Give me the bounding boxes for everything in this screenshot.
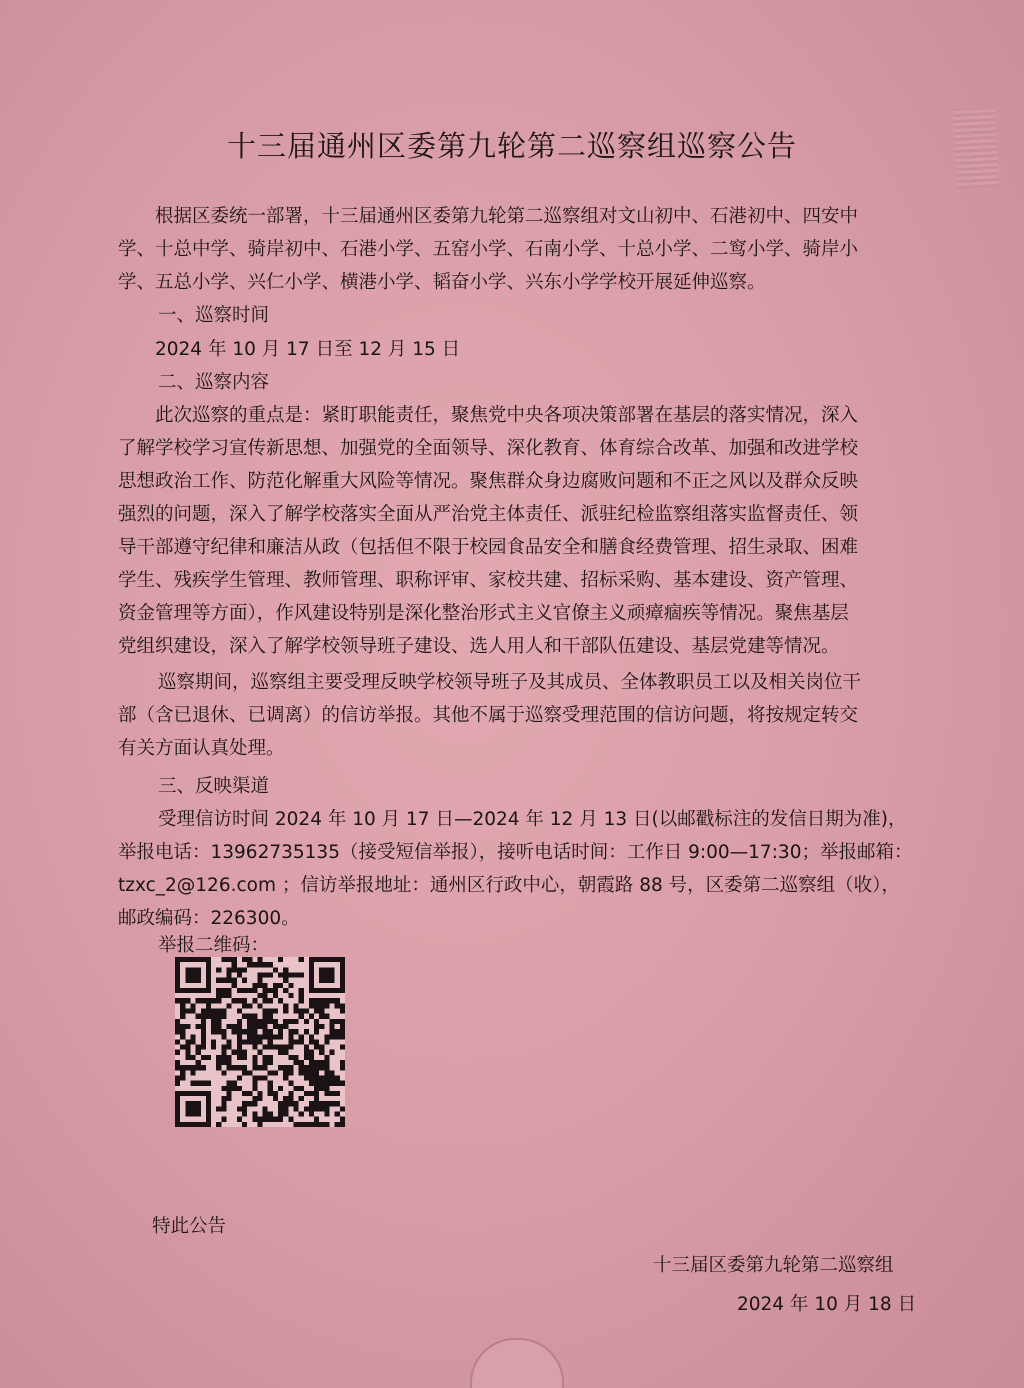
body-line: 学、五总小学、兴仁小学、横港小学、韬奋小学、兴东小学学校开展延伸巡察。 xyxy=(118,272,766,293)
report-email-address: tzxc_2@126.com ；信访举报地址：通州区行政中心，朝霞路 88 号，区委第二巡察组（收）， xyxy=(118,875,900,896)
body-line: 巡察期间，巡察组主要受理反映学校领导班子及其成员、全体教职员工以及相关岗位干 xyxy=(158,672,862,693)
section-heading: 二、巡察内容 xyxy=(158,372,270,393)
closing-text: 特此公告 xyxy=(152,1216,227,1237)
body-line: 资金管理等方面），作风建设特别是深化整治形式主义官僚主义顽瘴痼疾等情况。聚焦基层 xyxy=(118,603,849,624)
notice-title: 十三届通州区委第九轮第二巡察组巡察公告 xyxy=(226,129,797,163)
qr-code-label: 举报二维码： xyxy=(158,935,270,956)
signature: 十三届区委第九轮第二巡察组 xyxy=(653,1255,894,1276)
body-line: 强烈的问题，深入了解学校落实全面从严治党主体责任、派驻纪检监察组落实监督责任、领 xyxy=(118,504,859,525)
report-phone: 举报电话：13962735135（接受短信举报），接听电话时间：工作日 9:00—17:30；举报邮箱： xyxy=(118,842,913,863)
body-line: 学、十总中学、骑岸初中、石港小学、五窑小学、石南小学、十总小学、二窎小学、骑岸小 xyxy=(118,239,859,260)
section-heading: 一、巡察时间 xyxy=(158,305,270,326)
complaint-period: 受理信访时间 2024 年 10 月 17 日—2024 年 12 月 13 日(以邮戳标注的发信日期为准)， xyxy=(158,809,907,830)
report-qr-code[interactable] xyxy=(172,957,348,1127)
body-line: 部（含已退休、已调离）的信访举报。其他不属于巡察受理范围的信访问题，将按规定转交 xyxy=(118,705,859,726)
body-line: 根据区委统一部署，十三届通州区委第九轮第二巡察组对文山初中、石港初中、四安中 xyxy=(155,206,859,227)
body-line: 此次巡察的重点是：紧盯职能责任，聚焦党中央各项决策部署在基层的落实情况，深入 xyxy=(155,405,859,426)
paper-fold xyxy=(470,1338,564,1388)
body-line: 党组织建设，深入了解学校领导班子建设、选人用人和干部队伍建设、基层党建等情况。 xyxy=(118,636,840,657)
body-line: 学生、残疾学生管理、教师管理、职称评审、家校共建、招标采购、基本建设、资产管理、 xyxy=(118,570,859,591)
body-line: 了解学校学习宣传新思想、加强党的全面领导、深化教育、体育综合改革、加强和改进学校 xyxy=(118,438,859,459)
inspection-period: 2024 年 10 月 17 日至 12 月 15 日 xyxy=(155,339,461,360)
section-heading: 三、反映渠道 xyxy=(158,776,270,797)
qr-code-graphic xyxy=(172,957,348,1127)
body-line: 导干部遵守纪律和廉洁从政（包括但不限于校园食品安全和膳食经费管理、招生录取、困难 xyxy=(118,537,859,558)
body-line: 有关方面认真处理。 xyxy=(118,738,285,759)
body-line: 思想政治工作、防范化解重大风险等情况。聚焦群众身边腐败问题和不正之风以及群众反映 xyxy=(118,471,859,492)
postal-code: 邮政编码：226300。 xyxy=(118,908,300,929)
notice-date: 2024 年 10 月 18 日 xyxy=(737,1294,917,1315)
